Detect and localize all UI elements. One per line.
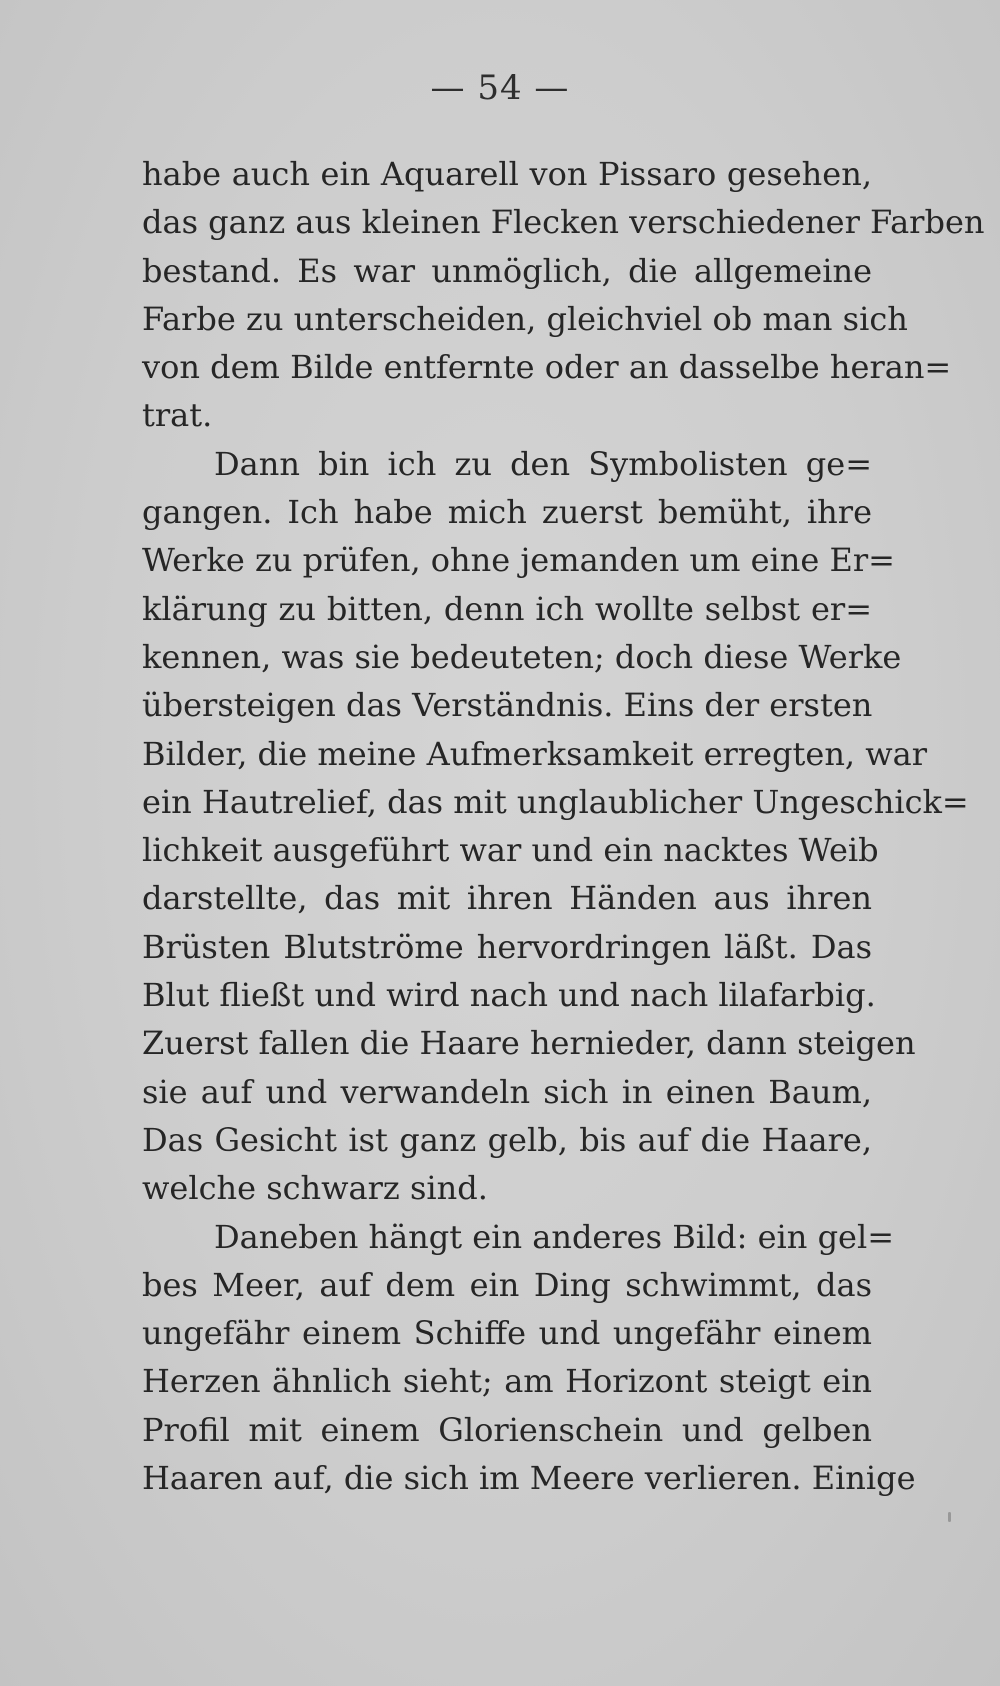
text-line: ein Hautrelief, das mit unglaublicher Ungeschick=	[142, 782, 969, 821]
text-line: übersteigen das Verständnis. Eins der ersten	[142, 686, 873, 725]
text-line: Zuerst fallen die Haare hernieder, dann steigen	[142, 1024, 916, 1063]
body-text	[142, 150, 985, 1502]
text-line: von dem Bilde entfernte oder an dasselbe heran=	[142, 348, 952, 387]
text-line: Brüsten Blutströme hervordringen läßt. Das	[142, 927, 872, 966]
text-line: trat.	[142, 396, 213, 435]
text-line: Dann bin ich zu den Symbolisten ge=	[214, 444, 872, 483]
text-line: darstellte, das mit ihren Händen aus ihren	[142, 879, 872, 918]
paper-speck	[948, 1512, 951, 1522]
text-line: Das Gesicht ist ganz gelb, bis auf die Haare,	[142, 1120, 872, 1159]
text-line: Profil mit einem Glorienschein und gelben	[142, 1410, 872, 1449]
text-line: bestand. Es war unmöglich, die allgemeine	[142, 251, 872, 290]
text-line: Herzen ähnlich sieht; am Horizont steigt ein	[142, 1362, 872, 1401]
text-line: Werke zu prüfen, ohne jemanden um eine Er=	[142, 541, 895, 580]
text-line: Bilder, die meine Aufmerksamkeit erregten, war	[142, 734, 928, 773]
text-line: Haaren auf, die sich im Meere verlieren. Einige	[142, 1459, 916, 1498]
text-line: Blut fließt und wird nach und nach lilafarbig.	[142, 976, 876, 1015]
text-line: Daneben hängt ein anderes Bild: ein gel=	[214, 1217, 895, 1256]
text-line: sie auf und verwandeln sich in einen Baum,	[142, 1072, 872, 1111]
text-line: bes Meer, auf dem ein Ding schwimmt, das	[142, 1265, 872, 1304]
text-line: ungefähr einem Schiffe und ungefähr einem	[142, 1314, 872, 1353]
text-line: kennen, was sie bedeuteten; doch diese Werke	[142, 637, 902, 676]
page-number: — 54 —	[430, 68, 570, 108]
text-line: Farbe zu unterscheiden, gleichviel ob man sich	[142, 299, 908, 338]
text-line: das ganz aus kleinen Flecken verschiedener Farben	[142, 203, 985, 242]
text-line: klärung zu bitten, denn ich wollte selbst er=	[142, 589, 872, 628]
text-line: gangen. Ich habe mich zuerst bemüht, ihre	[142, 493, 872, 532]
text-line: habe auch ein Aquarell von Pissaro gesehen,	[142, 155, 872, 193]
text-line: welche schwarz sind.	[142, 1169, 488, 1208]
text-line: lichkeit ausgeführt war und ein nacktes Weib	[142, 831, 879, 870]
